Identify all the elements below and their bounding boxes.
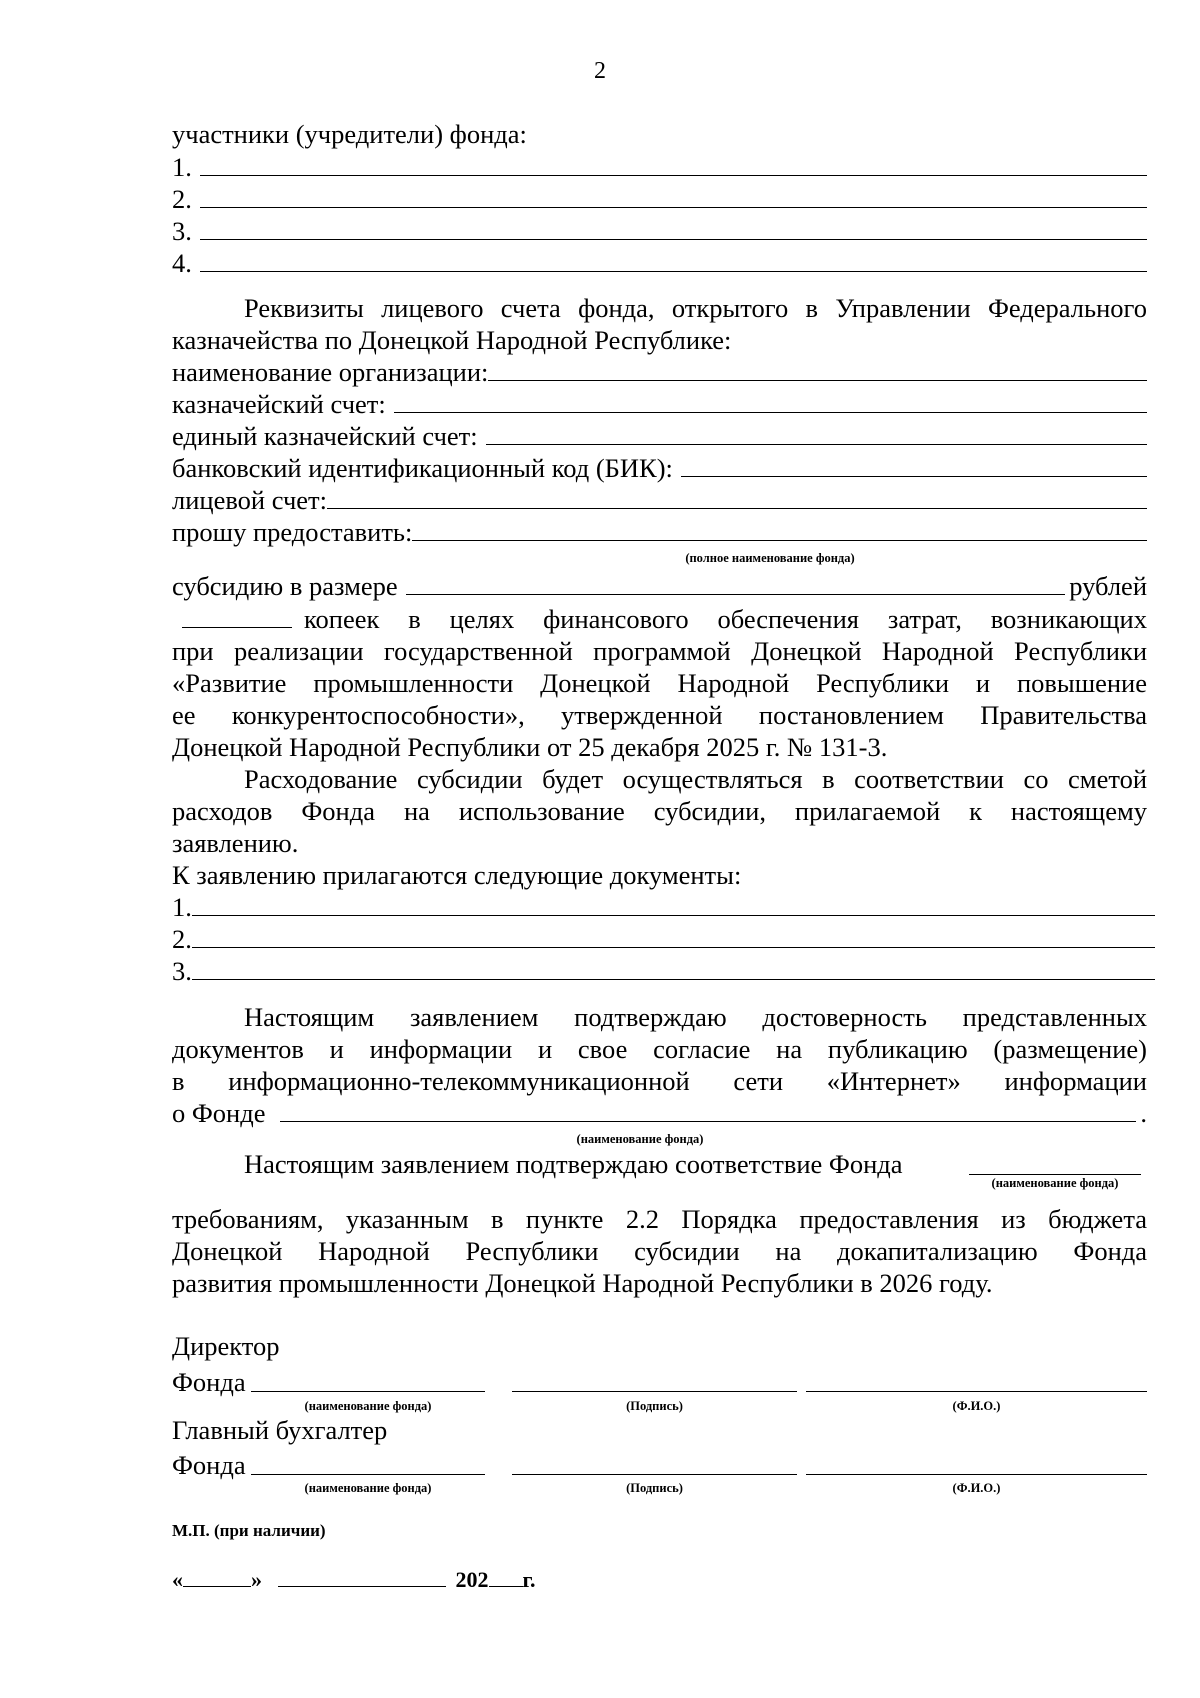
attachment-line: 3. — [172, 955, 1155, 987]
director-fund-label: Фонда — [172, 1367, 246, 1397]
personal-account-blank[interactable] — [327, 486, 1147, 509]
fullname-caption: (Ф.И.О.) — [952, 1399, 1001, 1413]
signature-caption: (Подпись) — [626, 1399, 683, 1413]
founder-blank[interactable] — [200, 249, 1147, 272]
director-title: Директор — [172, 1331, 280, 1361]
founder-line: 1. — [172, 151, 1147, 183]
attachment-blank[interactable] — [192, 925, 1155, 948]
compliance-text-line: Донецкой Народной Республики субсидии на докапитализацию Фонда — [172, 1236, 1147, 1266]
accountant-fullname-blank[interactable] — [806, 1474, 1147, 1475]
fund-full-name-caption: (полное наименование фонда) — [685, 551, 855, 565]
attachment-line: 1. — [172, 891, 1155, 923]
stamp-note: М.П. (при наличии) — [172, 1521, 326, 1540]
personal-account-field: лицевой счет: — [172, 484, 1147, 516]
date-year-blank[interactable] — [489, 1568, 523, 1587]
account-intro-line: казначейства по Донецкой Народной Республике: — [172, 325, 732, 355]
date-day-blank[interactable] — [183, 1568, 251, 1587]
founder-blank[interactable] — [200, 217, 1147, 240]
compliance-text-line: требованиям, указанным в пункте 2.2 Порядка предоставления из бюджета — [172, 1204, 1147, 1234]
fund-full-name-blank[interactable] — [412, 518, 1147, 541]
spending-text-line: Расходование субсидии будет осуществляться в соответствии со сметой — [244, 764, 1147, 794]
signature-caption: (Подпись) — [626, 1481, 683, 1495]
subsidy-text-line: при реализации государственной программой Донецкой Народной Республики — [172, 636, 1147, 666]
date-line: « » 202 г. — [172, 1567, 536, 1592]
director-fullname-blank[interactable] — [806, 1391, 1147, 1392]
bik-blank[interactable] — [681, 454, 1147, 477]
compliance-text-line: Настоящим заявлением подтверждаю соответствие Фонда — [244, 1149, 903, 1179]
founder-blank[interactable] — [200, 153, 1147, 176]
spending-text-line: заявлению. — [172, 828, 299, 858]
attachment-blank[interactable] — [192, 957, 1155, 980]
subsidy-text-line: Донецкой Народной Республики от 25 декабря 2025 г. № 131-3. — [172, 732, 888, 762]
subsidy-amount-field: субсидию в размере рублей — [172, 571, 1147, 601]
compliance-fund-blank[interactable] — [969, 1174, 1141, 1175]
confirmation-text-line: документов и информации и свое согласие на публикацию (размещение) — [172, 1034, 1147, 1064]
accountant-signature-blank[interactable] — [512, 1474, 797, 1475]
founder-line: 2. — [172, 183, 1147, 215]
org-name-blank[interactable] — [488, 358, 1147, 381]
account-intro-line: Реквизиты лицевого счета фонда, открытого в Управлении Федерального — [244, 293, 1147, 323]
attachment-line: 2. — [172, 923, 1155, 955]
confirmation-text-line: Настоящим заявлением подтверждаю достоверность представленных — [244, 1002, 1147, 1032]
org-name-field: наименование организации: — [172, 356, 1147, 388]
kopecks-blank[interactable] — [182, 607, 292, 628]
accountant-fund-label: Фонда — [172, 1450, 246, 1480]
single-treasury-account-field: единый казначейский счет: — [172, 420, 1147, 452]
subsidy-text-line: «Развитие промышленности Донецкой Народной Республики и повышение — [172, 668, 1147, 698]
subsidy-amount-blank[interactable] — [406, 572, 1066, 595]
fullname-caption: (Ф.И.О.) — [952, 1481, 1001, 1495]
director-fund-name-blank[interactable] — [251, 1391, 485, 1392]
director-signature-blank[interactable] — [512, 1391, 797, 1392]
fund-name-blank[interactable] — [280, 1099, 1137, 1122]
subsidy-text-line: ее конкурентоспособности», утвержденной постановлением Правительства — [172, 700, 1147, 730]
spending-text-line: расходов Фонда на использование субсидии, прилагаемой к настоящему — [172, 796, 1147, 826]
accountant-fund-name-blank[interactable] — [251, 1474, 485, 1475]
confirmation-fund-field: о Фонде . — [172, 1098, 1147, 1128]
attachment-blank[interactable] — [192, 893, 1155, 916]
bik-field: банковский идентификационный код (БИК): — [172, 452, 1147, 484]
page-number: 2 — [594, 58, 606, 84]
date-month-blank[interactable] — [278, 1568, 446, 1587]
fund-name-caption: (наименование фонда) — [576, 1132, 704, 1146]
attachments-heading: К заявлению прилагаются следующие документы: — [172, 860, 742, 890]
confirmation-text-line: в информационно-телекоммуникационной сети «Интернет» информации — [172, 1066, 1147, 1096]
compliance-text-line: развития промышленности Донецкой Народной Республики в 2026 году. — [172, 1268, 993, 1298]
treasury-account-blank[interactable] — [394, 390, 1147, 413]
fund-name-caption: (наименование фонда) — [991, 1176, 1119, 1190]
founders-heading: участники (учредители) фонда: — [172, 119, 527, 149]
single-treasury-account-blank[interactable] — [486, 422, 1147, 445]
founder-line: 4. — [172, 247, 1147, 279]
fund-name-caption: (наименование фонда) — [304, 1481, 432, 1495]
founder-line: 3. — [172, 215, 1147, 247]
treasury-account-field: казначейский счет: — [172, 388, 1147, 420]
fund-name-caption: (наименование фонда) — [304, 1399, 432, 1413]
request-field: прошу предоставить: — [172, 516, 1147, 548]
accountant-title: Главный бухгалтер — [172, 1415, 388, 1445]
founder-blank[interactable] — [200, 185, 1147, 208]
subsidy-kopecks-line: копеек в целях финансового обеспечения затрат, возникающих — [172, 603, 1147, 635]
